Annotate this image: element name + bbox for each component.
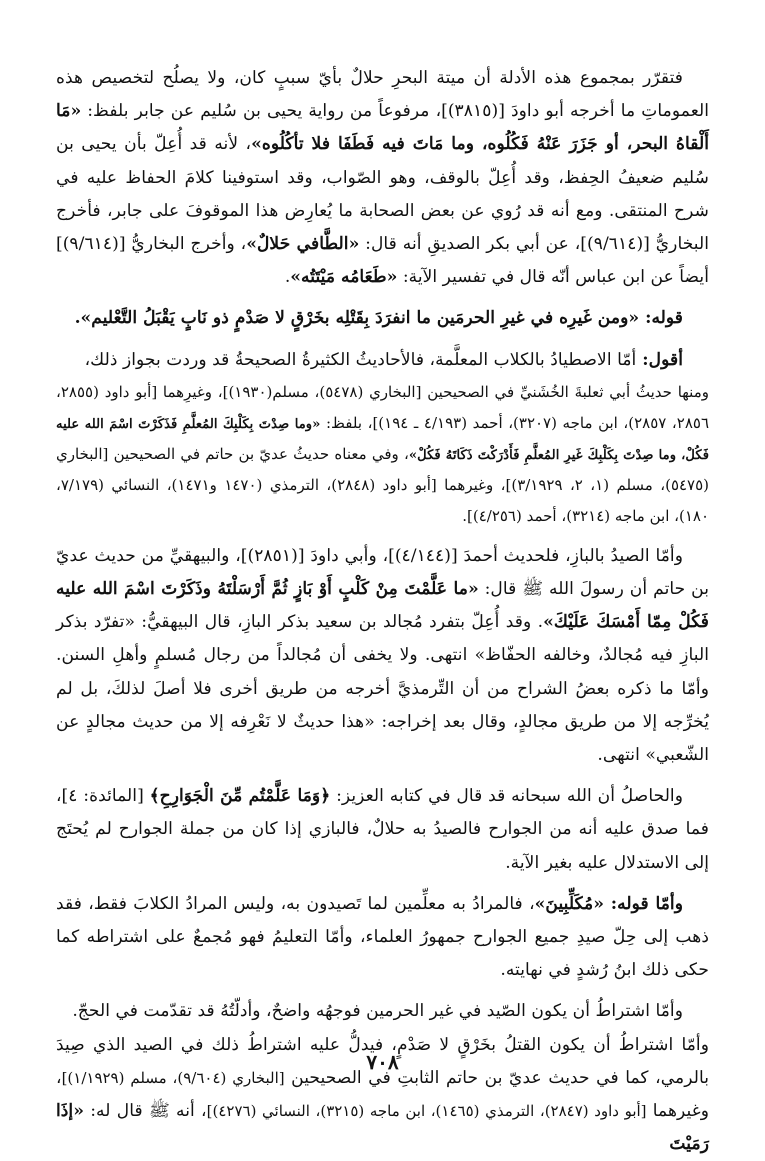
paragraph-p8 [56, 995, 709, 1028]
reference-text: ومنها حديثُ أبي ثعلبةَ الخُشَنيِّ في الصحيحين [البخاري (٥٤٧٨)، مسلم(١٩٣٠)]، وغيرِهما [أبو داود (٢٨٥٥، ٢٨٥٦، ٢٨٥٧)، ابن ماجه (٣٢٠٧)، أحمد (٤/١٩٣ ـ ١٩٤)]، بلفظ: [56, 382, 710, 432]
quote-text: «وما صِدْتَ بِكَلْبِكَ المُعلَّمِ فَذَكَرْتَ اسْمَ الله عليه فَكُلْ، وما صِدْتَ بِكَلْبِكَ غَيرِ المُعلَّمِ فَأَدْرَكْتَ ذَكَاتَهُ فَكُلْ» [56, 416, 710, 463]
reference-text: [البخاري (٩/٦٠٤)، مسلم (١/١٩٢٩)] [61, 1068, 285, 1087]
body-text: ، لأنه قد أُعِلّ بأن يحيى بن سُليم ضعيفُ الحِفظ، وقد أُعِلّ بالوقف، وهو الصّواب، وقد استوفينا كلامَ الحفاظ عليه في شرح المنتقى. ومع أنه قد رُوي عن بعض الصحابة ما يُعارِض هذا الموقوفَ على جابر، فأخرج البخاريُّ [(٩/٦١٤)]، عن أبي بكر الصديقِ أنه قال: [56, 134, 709, 255]
page-number: ٧٠٨ [366, 1050, 399, 1074]
quote-text: «الطَّافي حَلالٌ» [246, 234, 360, 255]
body-text: أمّا الاصطيادُ بالكلاب المعلَّمة، فالأحاديثُ الكثيرةُ الصحيحةُ قد وردت بجواز ذلك، [84, 349, 637, 370]
paragraph-p4 [56, 377, 709, 532]
page-body [56, 62, 709, 1161]
body-text: ، وأخرج البخاريُّ [(٩/٦١٤)] أيضاً عن ابن عباس أنّه قال في تفسير الآية: [56, 234, 709, 288]
quote-text: وأمّا قوله: «مُكَلِّبِينَ» [534, 893, 683, 914]
paragraph-p3 [56, 344, 709, 377]
paragraph-p9 [56, 1029, 709, 1161]
body-text: وأمّا الصيدُ بالبازِ، فلحديث أحمدَ [(٤/١٤٤)]، وأبي داودَ [(٢٨٥١)]، والبيهقيِّ من حديث عديّ بن حاتم أن رسولَ الله ﷺ قال: [56, 545, 709, 600]
quote-text: ﴿وَمَا عَلَّمْتُم مِّنَ الْجَوَارِحِ﴾ [149, 786, 331, 807]
body-text: والحاصلُ أن الله سبحانه قد قال في كتابه العزيز: [330, 786, 684, 807]
quote-text: قوله: «ومن غَيرِه في غيرِ الحرمَين ما انفرَدَ بِقَتْلِه بخَرْقٍ لا صَدْمٍ ذو نَابٍ يَقْبَلُ التَّعْليم». [74, 308, 683, 329]
paragraph-p7 [56, 888, 709, 988]
reference-text: ، وفي معناه حديثُ عديّ بن حاتم في الصحيحين [البخاري (٥٤٧٥)، مسلم (١، ٢، ٣/١٩٢٩)]، وغيرهما [أبو داود (٢٨٤٨)، الترمذي (١٤٧٠ و١٤٧١)، النسائي (٧/١٧٩، ١٨٠)، ابن ماجه (٣٢١٤)، أحمد (٤/٢٥٦)]. [56, 444, 710, 525]
paragraph-p5 [56, 540, 709, 772]
quote-text: أقول: [636, 349, 683, 370]
body-text: فتقرّر بمجموع هذه الأدلة أن ميتة البحرِ حلالٌ بأيّ سببٍ كان، ولا يصلُح لتخصيص هذه العموماتِ ما أخرجه أبو داودَ [(٣٨١٥)]، مرفوعاً من رواية يحيى بن سُليم عن جابر بلفظ: [56, 68, 709, 122]
body-text: . وقد أُعِلّ بتفرد مُجالد بن سعيد بذكر البازِ، قال البيهقيُّ: «تفرّد بذكر البازِ فيه مُجالدٌ، وخالفه الحفّاظ» انتهى. ولا يخفى أن مُجالداً من رجال مُسلمٍ وأهلِ السنن. وأمّا ما ذكره بعضُ الشراح من أن التِّرمذيَّ أخرجه من طريق أخرى فلا أصلَ لذلكَ، بل لم يُخرِّجه إلا من طريق مجالدٍ، وقال بعد إخراجه: «هذا حديثٌ لا نَعْرِفه إلا من حديث مجالدٍ عن الشّعبي» انتهى. [56, 612, 709, 766]
body-text: ، أنه ﷺ قال له: [83, 1101, 207, 1122]
body-text: وأمّا اشتراطُ أن يكون الصّيد في غير الحرمين فوجهُه واضحٌ، وأدلّتُهُ قد تقدّمت في الحجّ. [72, 1001, 683, 1022]
quote-text: «طَعَامُه مَيْتَتُه» [290, 267, 398, 288]
paragraph-p2 [56, 302, 709, 335]
paragraph-p1 [56, 62, 709, 294]
body-text: ، وغيرهما [56, 1067, 709, 1122]
body-text: . [284, 267, 291, 288]
body-text: ، فالمرادُ به معلِّمين لما تَصيدون به، وليس المرادُ الكلابَ فقط، فقد ذهب إلى حِلّ صيدِ جميع الجوارح جمهورُ العلماء، وأمّا التعليمُ فهو مُجمعٌ على اشتراطه كما حكى ذلك ابنُ رُشدٍ في نهايته. [56, 893, 709, 981]
quote-text: «مَا أَلْقاهُ البحر، أو جَزَرَ عَنْهُ فَكُلُوه، وما مَاتَ فيه فَطَفَا فلا تأكُلُوه» [56, 101, 709, 155]
paragraph-p6 [56, 780, 709, 880]
body-text: وأمّا اشتراطُ أن يكون القتلُ بخَرْقٍ لا صَدْمٍ، فيدلُّ عليه اشتراطُ ذلك في الصيد الذي صِيدَ بالرمي، كما في حديث عديّ بن حاتم الثابتِ في الصحيحين [56, 1034, 709, 1088]
body-text: [المائدة: ٤]، فما صدق عليه أنه من الجوارح فالصيدُ به حلالٌ، فالبازي إذا كان من جملة الجوارح لم يُحتَج إلى الاستدلال عليه بغير الآية. [56, 786, 709, 873]
quote-text: «إذَا رَمَيْتَ [56, 1101, 709, 1155]
quote-text: «ما عَلَّمْتَ مِنْ كَلْبٍ أَوْ بَازٍ ثُمَّ أَرْسَلْتَهُ وذَكَرْتَ اسْمَ الله عليه فَكُلْ مِمّا أَمْسَكَ عَلَيْكَ» [56, 579, 709, 633]
reference-text: [أبو داود (٢٨٤٧)، الترمذي (١٤٦٥)، ابن ماجه (٣٢١٥)، النسائي (٤٢٧٦)] [206, 1102, 647, 1121]
